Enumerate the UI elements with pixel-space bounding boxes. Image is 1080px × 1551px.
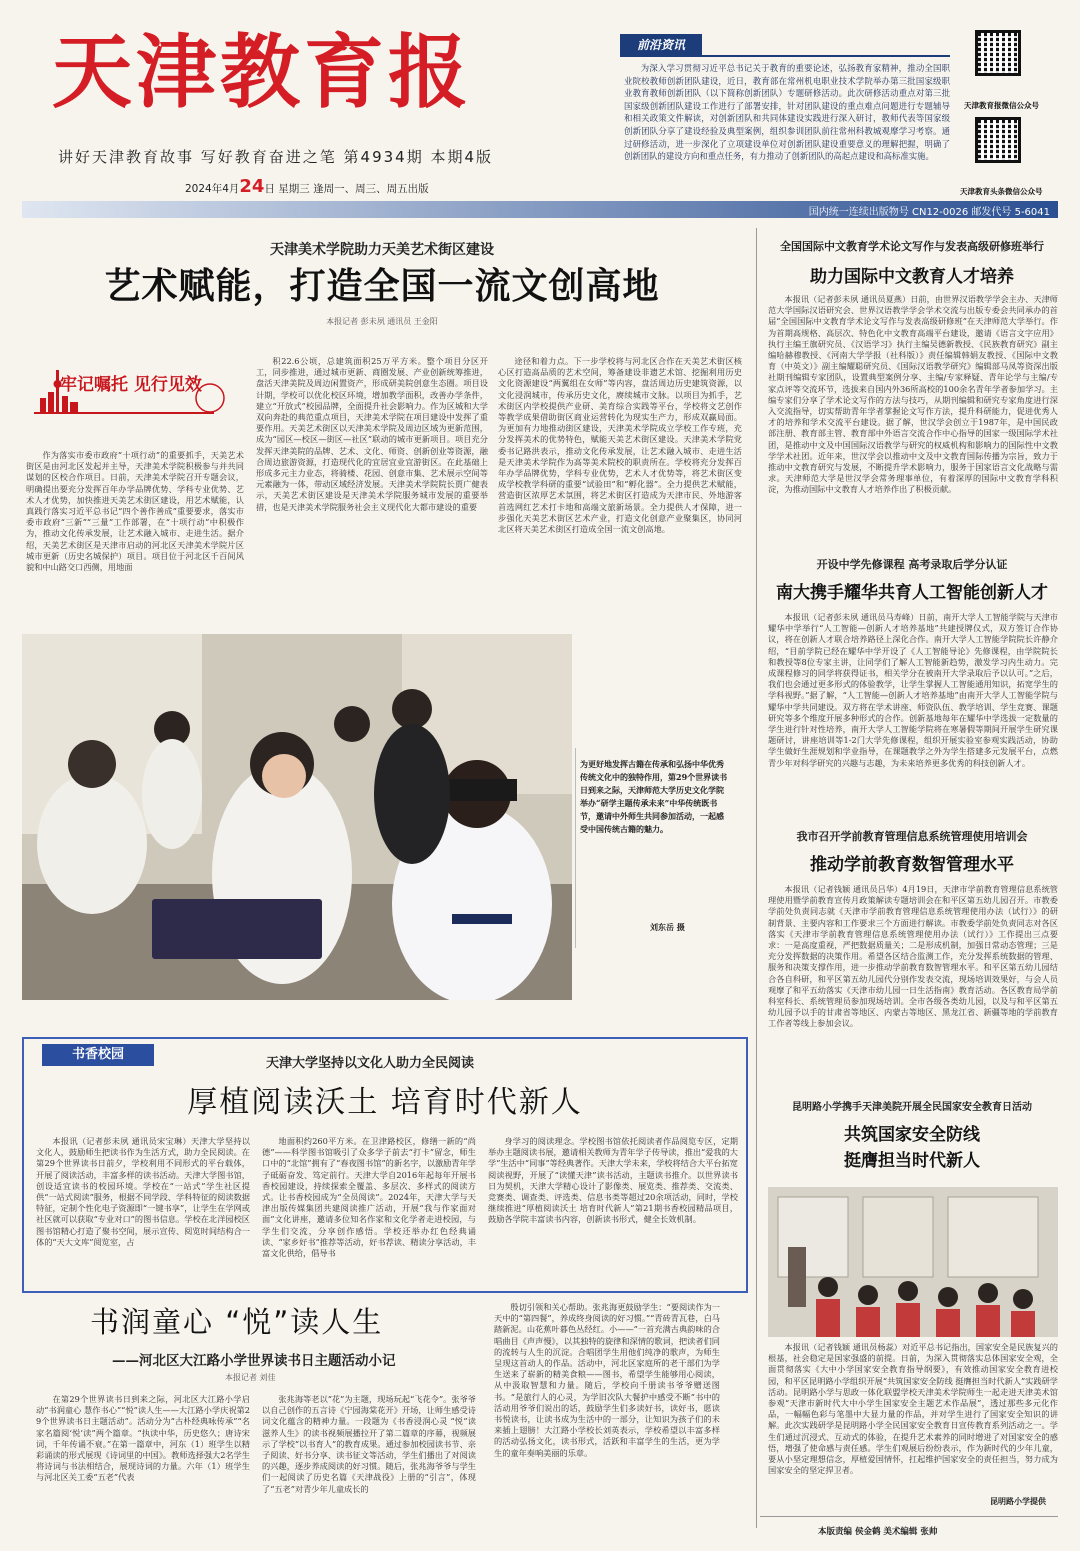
toutiao-qr-label: 天津教育头条微信公众号: [960, 187, 1043, 196]
museum-visit-photo: [768, 1187, 1058, 1337]
right-a3-title: 推动学前教育数智管理水平: [810, 855, 1014, 875]
news-brief-text: 为深入学习贯彻习近平总书记关于教育的重要论述，弘扬教育家精神，推动全国职业院校教师创新团队建设，近日，教育部在常州机电职业技术学院举办第三批国家级职业教育教师创新团队（以下简称创新团队）专题研修活动。此次研修活动重点对第三批国家级创新团队建设工作进行了部署安排，针对团队建设的重点难点问题进行专题辅导和相关政策文件解读，对创新团队和共同体建设实践进行深入研讨，教师代表等国家级创新团队分享了建设经验及典型案例，组织参训团队前往常州科教城观摩学习考察。通过研修活动，进一步深化了立项建设单位对创新团队建设重要意义的理解把握，明确了创新团队的建设方向和重点任务，有力推动了创新团队的高起点建设和高标准实施。: [624, 63, 950, 162]
right-a3-kicker: 我市召开学前教育管理信息系统管理使用培训会: [796, 830, 1028, 843]
right-a4-title-2: 挺膺担当时代新人: [844, 1151, 980, 1171]
lead-column-2-text: 积22.6公顷，总建筑面积25万平方米。整个项目分区开工，同步推进，通过城市更新、商圈发展、产业创新统筹推进，盘活天津美院及周边闲置资产，形成研美院创意生态圈。项目设计期，学校可以优化校区环境，增加教学面积，改善办学条件，建立“开放式”校园品牌，全面提升社会影响力。作为区城和大学双向奔赴的典范重点项目，天津美术学院在项目建设中发挥了重要作用。天美艺术街区以天津美术学院及周边区域为更新范围，成为“园区—校区—街区—社区”联动的城市更新项目。项目充分发挥天津美院的品牌、艺术、文化、师资、创新创业等资源，融合周边旅游资源，打造现代化的宜居宜业宜游街区。在此基础上形成多元主力业态，将骑楼、花园、创意市集、艺术展示空间等元素融为一体，带动区域经济发展。天津美术学院院长贾广健表示，天美艺术街区建设是天津美术学院服务城市发展的重要举措，也是天津美术学院服务社会主义现代化大都市建设的重要: [256, 356, 488, 512]
right-a3-body: [768, 884, 1058, 1084]
photo-credit: 刘东岳 摄: [650, 922, 685, 932]
museum-photo-illustration: [768, 1187, 1058, 1337]
feature-kicker: 天津大学坚持以文化人助力全民阅读: [265, 1056, 474, 1071]
section2-column-3-text: 殷切引领和关心帮助。张兆海更鼓励学生：“要阅读作为一天中的“第四餐”，养成终身阅读的好习惯。”“青砖青瓦巷，白马踏新泥。山花蕉叶暮色丛经红。小——”一首充满古典韵味的合唱曲目《声声慢》，以其独特的旋律和深情的歌词，把读者们同的流转与人生的沉淀。合唱团学生用他们纯净的歌声，为师生呈现这首动人的作品。活动中，河北区家庭所的老干部们为学生送来了崭新的精美食粮——图书，希望学生能够用心阅读，从中汲取智慧和力量。随后，学校向千册读书爷爷赠送图书。“是旅行人的心灵，为学旧次队大餐护中感受不断”书中的活动用爷爷们说出的话，鼓励学生们多读好书，读好书，愿读书悦读书，让读书成为生活中的一部分，让知识为孩子们的未来插上翅膀！大江路小学校长刘英表示，学校希望以丰富多样的活动弘扬文化，读书形式，活跃和丰富学生的生活，更为学生的童年奏响美丽的乐章。: [494, 1302, 720, 1458]
photo-caption-divider: [575, 748, 576, 948]
right-a1-text: 本报讯（记者彭未夙 通讯员夏燕）日前，由世界汉语教学学会主办、天津师范大学国际汉语研究会、世界汉语教学学会学术交流与出版专委会共同承办的首届“全国国际中文教育学术论文写作与发表高级研修班”在天津师范大学举行。作为首期高规格、高层次、特色化中文教育高端平台建设，邀请《语言文字应用》执行主编王旗研究员、《汉语学习》执行主编吴德新教授、《民族教育研究》副主编哈赫穆教授、《河南大学学报（社科版）》责任编辑韩娟友教授、《国际中文教育（中英文）》副主编耀聪研究员、《国际汉语教学研究》编辑部马凤等资深出版社期刊编辑专家团队，设置典型案例分享、主编/专家释疑、青年论学与主编/专家点评等交流环节，选拔来自国内外36所高校的100余名青年学者参加学习。主编专家们分享了学术论文写作的方法与技巧，从期刊编辑和研究专家角度进行深入交流指导，切实帮助青年学者掌握论文写作方法，提升科研能力，促进优秀人才的培养和学术交流平台建设。据了解，世汉学会创立于1987年，是中国民政部注册、教育部主管、教育部中外语言交流合作中心指导的国家一级国际学术社团，是推动中文及中国国际汉语教学与研究的权威机构和影响力的国际性中文教学学术社团。近年来，世汉学会以推动中文及中文教育国际传播为宗旨，致力于推动中文教育研究与发展，不断提升学术影响力，服务于国家语言文化战略与需求。天津师范大学是世汉学会常务理事单位，有着深厚的国际中文教育学科积淀，为推动国际中文教育人才培养作出了积极贡献。: [768, 294, 1058, 495]
lead-column-1-text: 作为落实市委市政府“十项行动”的重要抓手，天美艺术街区是由河北区发起并主导，天津美术学院积极参与并共同谋划的区校合作项目。日前，天津美术学院召开专题会议，明确提出要充分发挥百年办学品牌优势、学科专业优势、艺术人才优势，加快推进天美艺术街区建设，用艺术赋能，认真践行落实习近平总书记“四个善作善成”重要要求，落实市委市政府“三新”“三量”工作部署，在“十项行动”中积极作为，推动文化传承发展，让艺术融入城市、走进生活。据介绍，天美艺术街区是天津市启动的河北区天津美术学院片区城市更新（历史名城保护）项目。项目位于河北区千百间风貌和中山路交口西侧，用地面: [26, 450, 244, 573]
feature-column-2-text: 地面积约260平方米。在卫津路校区，修缮一新的“尚德”——科学图书馆吸引了众多学子前去“打卡”留念，师生口中的“北馆”拥有了“春夜图书馆”的新名字，以激励青年学子砥砺奋发、笃定前行。天津大学自2016年起每年开展书香校园建设，持续探索全覆盖、多层次、多样式的阅读方式。让书香校园成为“全员阅读”。2024年，天津大学与天津出版传媒集团共建阅读推广活动，开展“我与作家面对面”文化讲座，邀请多位知名作家和文化学者走进校园，与学生们交流，分享创作感悟。学校还举办红色经典诵读、“家乡好书”推荐等活动，好书荐读、精读分享活动，丰富文化供给，倡导书: [262, 1136, 476, 1259]
lead-title: 艺术赋能，打造全国一流文创高地: [104, 266, 660, 307]
section2-column-2: [262, 1394, 476, 1522]
lead-column-3: [498, 356, 742, 616]
section2-byline: 本报记者 刘佳: [225, 1373, 276, 1382]
news-brief-tag: 前沿资讯: [620, 34, 702, 56]
section2-column-1: [36, 1394, 250, 1522]
date-suffix: 日 星期三 逢周一、周三、周五出版: [264, 183, 429, 195]
right-a4-kicker: 昆明路小学携手天津美院开展全民国家安全教育日活动: [792, 1102, 1032, 1113]
right-a2-title: 南大携手耀华共育人工智能创新人才: [776, 583, 1048, 603]
footer-rule: [760, 1516, 1058, 1517]
toutiao-qr-code[interactable]: [975, 117, 1021, 163]
section2-title: 书润童心 “悦”读人生: [90, 1305, 384, 1339]
book-campus-tag: 书香校园: [42, 1044, 154, 1066]
right-a4-body: [768, 1342, 1058, 1494]
date-day: 24: [239, 176, 265, 197]
masthead-slogan: 讲好天津教育故事 写好教育奋进之笔 第4934期 本期4版: [58, 148, 494, 166]
right-a2-kicker: 开设中学先修课程 高考录取后学分认证: [816, 558, 1008, 571]
lead-column-2: [256, 356, 488, 616]
right-a1-title: 助力国际中文教育人才培养: [810, 267, 1014, 287]
feature-column-1-text: 本报讯（记者彭未夙 通讯员宋宝琳）天津大学坚持以文化人，鼓励师生把读书作为生活方式，助力全民阅读。在第29个世界读书日前夕，学校利用不同形式的平台载体，开展了阅读活动，丰富多样的读书活动。天津大学图书馆，创设适宜读书的校园环境。学校在“一站式”学生社区提供“一站式阅读”服务，根据不同学段、学科特征的阅读数据特征，定制个性化电子资源即“一键书享”，让学生在学网或社区就可以获取“专业对口”的图书信息。学校在北洋园校区图书馆精心打造了聚书空间，展示宣传、阅览时间结构合一体的“天大文库”阅览室，占: [36, 1136, 250, 1247]
section2-column-3: [494, 1302, 720, 1522]
publication-band-text: 国内统一连续出版物号 CN12-0026 邮发代号 5-6041: [808, 207, 1050, 218]
campaign-logo-title: 牢记嘱托 见行见效: [60, 375, 202, 395]
right-a2-body: [768, 612, 1058, 818]
left-right-divider: [756, 228, 757, 1528]
right-a2-text: 本报讯（记者彭未夙 通讯员马寿峰）日前，南开大学人工智能学院与天津市耀华中学举行“人工智能—创新人才培养基地”共建授牌仪式，双方签订合作协议，将在创新人才联合培养路径上深化合作。南开大学人工智能学院院长许静介绍，“目前学院已经在耀华中学开设了《人工智能导论》先修课程，由学院院长和教授等8位专家主讲，让同学们了解人工智能新趋势，激发学习内生动力。完成课程修习的同学将获得证书，相关学分在被南开大学录取后予以认可。”之后，我们也会通过更多形式的体验教学，让学生掌握人工智能通用知识，拓宽学生的学科视野。”据了解，“人工智能—创新人才培养基地”由南开大学人工智能学院与耀华中学共同建设。双方将在学术讲座、师资队伍、教学培训、学生竞赛、课题研究等多个维度开展多种形式的合作。创新基地每年在耀华中学选拔一定数量的学生进行针对性培养，南开大学人工智能学院将在寒暑假等期间开展学生研究课题研讨，讲座培训等1-2门大学先修课程，组织开展实验室参观实践活动，协助学生做好生涯规划和学业指导，在课题教学之外为学生搭建多元发展平台，点燃青少年对科学研究的兴趣与志趣，为未来培养更多优秀的科技创新人才。: [768, 612, 1058, 768]
feature-column-1: [36, 1136, 250, 1286]
reading-event-photo: [22, 634, 572, 1000]
page-editors-footer: 本版责编 侯金鹤 美术编辑 张帅: [818, 1527, 938, 1537]
photo-caption-box: [580, 758, 730, 938]
right-a1-kicker: 全国国际中文教育学术论文写作与发表高级研修班举行: [780, 240, 1044, 253]
lead-column-3-text: 途径和着力点。下一步学校将与河北区合作在天美艺术街区核心区打造高品质的艺术空间，筹备建设非遗艺术馆、挖掘利用历史文化资源建设“两翼组在女师”等内容，盘活周边历史建筑资源，以文化浸润城市，传承历史文化，赓续城市文脉。以项目为抓手，艺术街区内学校提供产业研、美育综合实践等平台，学校将文艺创作等教学成果借助街区商业运营转化为现实生产力，形成双赢局面。为更加有力地推动街区建设，天津美术学院成立学校工作专班，充分发挥美术的优势特色，赋能天美艺术街区建设。天津美术学院党委书记路洪表示，推动文化传承发展，让艺术融入城市、走进生活是天津美术学院作为高等美术院校的职责所在。学校将充分发挥百年办学品牌优势，学科专业优势，艺术人才优势等，将艺术街区变成学校教学科研的重要“试验田”和“孵化器”。全力提供艺术赋能，营造街区浓厚艺术氛围，将艺术街区打造成为天津市民、外地游客首选网红艺术打卡地和高端文旅新场景。全力提供人才保障，进一步强化天美艺术街区艺术产业，打造文化创意产业聚集区，协同河北区将天美艺术街区打造成全国一流文创高地。: [498, 356, 742, 535]
students-photo-illustration: [22, 634, 572, 1000]
right-a3-text: 本报讯（记者钱颖 通讯员吕华）4月19日，天津市学前教育管理信息系统管理使用暨学前教育宣传月政策解读专题培训会在和平区第五幼儿园召开。市教委学前处负责同志就《天津市学前教育管理信息系统管理使用办法（试行）》的研制背景、主要内容和工作要求三个方面进行解读。市教委学前处负责同志对各区落实《天津市学前教育管理信息系统管理使用办法（试行）》工作提出三点要求：一是高度重视，严把数据质量关；二是形成机制，加强日常动态管理；三是充分发挥数据的决策作用。希望各区结合监测工作，充分发挥系统数据的管理、服务和决策支撑作用，进一步推动学前教育数智管理水平。和平区第五幼儿园结合各自科研，和平区第五幼儿园代分别作发表交流，现场培训效果好，与会人员观摩了和平五幼落实《天津市幼儿园一日生活指南》教育活动。各区教育局学前科室科长、系统管理员参加现场培训。全市各级各类幼儿园，以及与和平区第五幼儿园予以手的甘肃省等地区、内蒙古等地区、黑龙江省、新疆等地的学前教育工作者等线上参加会议。: [768, 884, 1058, 1029]
wechat-qr-code[interactable]: [975, 30, 1021, 76]
right-a1-body: [768, 294, 1058, 542]
masthead-title: 天津教育报: [52, 25, 472, 119]
photo-caption: 为更好地发挥古籍在传承和弘扬中华优秀传统文化中的独特作用，第29个世界读书日到来之际，天津师范大学历史文化学院举办“研学主题传承未来”中华传统既书节，邀请中外师生共同参加活动，一起感受中国传统古籍的魅力。: [580, 759, 728, 834]
masthead-date: [185, 176, 429, 197]
feature-column-3: [488, 1136, 738, 1286]
right-a4-credit: 昆明路小学提供: [990, 1496, 1046, 1506]
wechat-qr-label: 天津教育报微信公众号: [964, 101, 1039, 110]
lead-column-1: [26, 450, 244, 616]
news-brief-rule: [620, 55, 950, 57]
section2-subtitle: ——河北区大江路小学世界读书日主题活动小记: [112, 1353, 396, 1369]
lead-kicker: 天津美术学院助力天美艺术街区建设: [270, 242, 494, 258]
feature-column-2: [262, 1136, 476, 1286]
feature-title: 厚植阅读沃土 培育时代新人: [187, 1085, 583, 1120]
section2-column-2-text: 张兆海等老以“花”为主题，现场玩起“飞花令”。张爷爷以自己创作的五言诗《宁园海棠花开》开场，让师生感受诗词文化蕴含的精神力量。一段题为《书香浸润心灵 “悦”读滋养人生》的读书视频展播拉开了第二篇章的序幕，视频展示了学校“以书育人”的教育成果。通过参加校园读书节、亲子阅读、好书分享、读书征文等活动，学生们播出了对阅读的兴趣，逐步养成阅读的好习惯。随后，张兆海爷爷与学生们一起阅读了历史名篇《天津战役》上册的“引言”，体现了“五老”对青少年儿童成长的: [262, 1394, 476, 1494]
right-a4-title-1: 共筑国家安全防线: [844, 1125, 980, 1145]
section2-column-1-text: 在第29个世界读书日到来之际，河北区大江路小学启动“书润童心 慧作书心”“悦”读人生——大江路小学庆祝第29个世界读书日主题活动”。活动分为“古朴经典咏传承”“名家名篇阅‘悦’读”两个篇章。“执读中华，历史悠久；唐诗宋词，千年传诵不衰。”在第一篇章中，河东（1）班学生以精彩诵读的形式展现《诗词里的中国》。教师选择强大2名学生将诗词与书法相结合，展现诗词的力量。六年（1）班学生与河北区关工委“五老”代表: [36, 1394, 250, 1483]
right-a4-text: 本报讯（记者钱颖 通讯员杨蕊）对近平总书记指出，国家安全是民族复兴的根基，社会稳定是国家强盛的前提。日前，为深入贯彻落实总体国家安全观，全面贯彻落实《大中小学国家安全教育指导纲要》，有效推动国家安全教育进校园，和平区昆明路小学组织开展“共筑国家安全防线 挺膺担当时代新人”实践研学活动。昆明路小学与思政一体化联盟学校天津美术学院师生一起走进天津美术馆参观“天津市新时代大中小学生国家安全主题艺术作品展”，透过那些多元化作品，一幅幅色彩与笔墨中大显力量的作品，并对学生进行了国家安全知识的讲解。此次实践研学是昆明路小学全民国家安全教育日宣传教育系列活动之一。学生们通过沉浸式、互动式的体验，在提升艺术素养的同时增进了对国家安全的感悟，增强了使命感与责任感。学生们观展后纷纷表示，作为新时代的少年儿童，要从小坚定理想信念，厚植爱国情怀，扛起维护国家安全的责任担当，努力成为国家安全的坚定捍卫者。: [768, 1342, 1058, 1476]
feature-column-3-text: 身学习的阅读理念。学校图书馆依托阅读者作品阅览专区，定期举办主题阅读书展，邀请相关教师为青年学子传导读，推出“爱我的大学”生活中“同事”等经典著作。天津大学未来，学校将结合大平台拓宽阅读视野，开展了“读懂天津”读书活动，主题读书推介。以世界读书日为契机，天津大学精心设计了影像类、展览类、推荐类、交流类、竞赛类、调查类、评选类、信息书类等超过20余项活动，同时，学校继续推进“厚植阅读沃土 培育时代新人”第21期书香校园精品项目，鼓励各学院丰富读书内容，创新读书形式，健全长效机制。: [488, 1136, 738, 1225]
date-prefix: 2024年4月: [185, 183, 240, 195]
lead-byline: 本报记者 彭未夙 通讯员 王金阳: [326, 317, 438, 326]
